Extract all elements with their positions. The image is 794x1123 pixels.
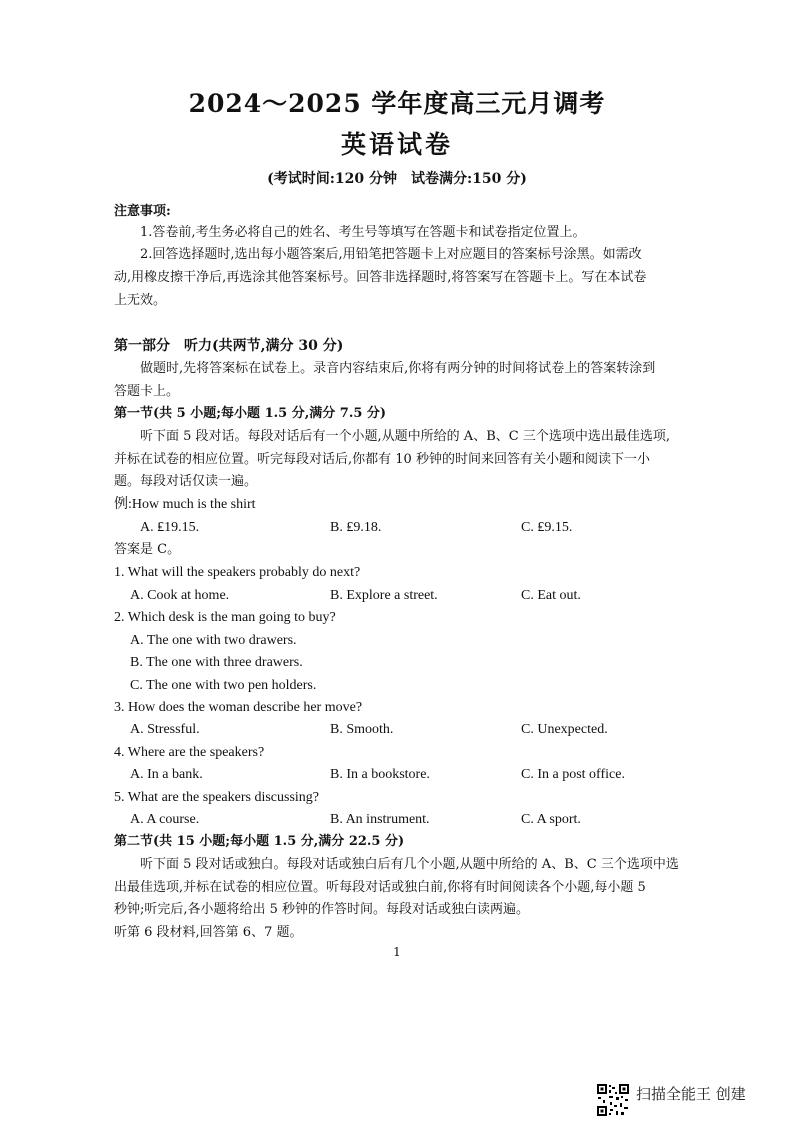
question-5-option-b: B. An instrument. bbox=[330, 812, 430, 827]
section1-instructions-line-2: 并标在试卷的相应位置。听完每段对话后,你都有 10 秒钟的时间来回答有关小题和阅读下一小 bbox=[114, 452, 650, 467]
section1-heading: 第一节(共 5 小题;每小题 1.5 分,满分 7.5 分) bbox=[114, 406, 387, 421]
qr-code-icon bbox=[596, 1083, 630, 1117]
section2-material: 听第 6 段材料,回答第 6、7 题。 bbox=[114, 925, 303, 940]
scanner-brand-label: 扫描全能王 创建 bbox=[636, 1085, 746, 1103]
example-option-a: A. ₤19.15. bbox=[140, 520, 200, 535]
part1-intro-line-1: 做题时,先将答案标在试卷上。录音内容结束后,你将有两分钟的时间将试卷上的答案转涂到 bbox=[140, 361, 656, 376]
notes-item-2-line-2: 动,用橡皮擦干净后,再选涂其他答案标号。回答非选择题时,将答案写在答题卡上。写在本试卷 bbox=[114, 270, 647, 285]
question-1-option-c: C. Eat out. bbox=[521, 588, 581, 603]
question-2-option-a: A. The one with two drawers. bbox=[130, 633, 297, 648]
notes-heading: 注意事项: bbox=[114, 204, 171, 219]
part1-intro-line-2: 答题卡上。 bbox=[114, 384, 180, 399]
notes-item-2-line-3: 上无效。 bbox=[114, 293, 167, 308]
question-2: 2. Which desk is the man going to buy? bbox=[114, 610, 336, 625]
example-question: 例:How much is the shirt bbox=[114, 497, 256, 512]
question-3-option-a: A. Stressful. bbox=[130, 722, 200, 737]
question-2-option-c: C. The one with two pen holders. bbox=[130, 678, 317, 693]
notes-item-2-line-1: 2.回答选择题时,选出每小题答案后,用铅笔把答题卡上对应题目的答案标号涂黑。如需改 bbox=[140, 247, 642, 262]
question-1-option-a: A. Cook at home. bbox=[130, 588, 230, 603]
question-1-option-b: B. Explore a street. bbox=[330, 588, 438, 603]
section1-instructions-line-3: 题。每段对话仅读一遍。 bbox=[114, 474, 258, 489]
section2-instructions-line-1: 听下面 5 段对话或独白。每段对话或独白后有几个小题,从题中所给的 A、B、C 三个选项中选 bbox=[140, 857, 679, 872]
question-5-option-a: A. A course. bbox=[130, 812, 200, 827]
example-option-b: B. ₤9.18. bbox=[330, 520, 382, 535]
question-4-option-a: A. In a bank. bbox=[130, 767, 203, 782]
question-5: 5. What are the speakers discussing? bbox=[114, 790, 320, 805]
question-3: 3. How does the woman describe her move? bbox=[114, 700, 363, 715]
notes-item-1: 1.答卷前,考生务必将自己的姓名、考生号等填写在答题卡和试卷指定位置上。 bbox=[140, 225, 586, 240]
question-4: 4. Where are the speakers? bbox=[114, 745, 265, 760]
exam-info: (考试时间:120 分钟 试卷满分:150 分) bbox=[267, 171, 527, 187]
page-number: 1 bbox=[393, 945, 401, 959]
example-option-c: C. ₤9.15. bbox=[521, 520, 573, 535]
part1-heading: 第一部分 听力(共两节,满分 30 分) bbox=[114, 338, 344, 354]
section2-instructions-line-3: 秒钟;听完后,各小题将给出 5 秒钟的作答时间。每段对话或独白读两遍。 bbox=[114, 902, 530, 917]
question-5-option-c: C. A sport. bbox=[521, 812, 581, 827]
question-4-option-c: C. In a post office. bbox=[521, 767, 625, 782]
question-1: 1. What will the speakers probably do next? bbox=[114, 565, 361, 580]
section2-instructions-line-2: 出最佳选项,并标在试卷的相应位置。听每段对话或独白前,你将有时间阅读各个小题,每小题 5 bbox=[114, 880, 646, 895]
section2-heading: 第二节(共 15 小题;每小题 1.5 分,满分 22.5 分) bbox=[114, 834, 405, 849]
question-3-option-c: C. Unexpected. bbox=[521, 722, 608, 737]
question-4-option-b: B. In a bookstore. bbox=[330, 767, 430, 782]
section1-instructions-line-1: 听下面 5 段对话。每段对话后有一个小题,从题中所给的 A、B、C 三个选项中选出最佳选项, bbox=[140, 429, 670, 444]
exam-title: 2024～2025 学年度高三元月调考 bbox=[188, 89, 606, 118]
subject-title: 英语试卷 bbox=[340, 130, 453, 159]
question-2-option-b: B. The one with three drawers. bbox=[130, 655, 303, 670]
example-answer: 答案是 C。 bbox=[114, 542, 181, 557]
question-3-option-b: B. Smooth. bbox=[330, 722, 394, 737]
